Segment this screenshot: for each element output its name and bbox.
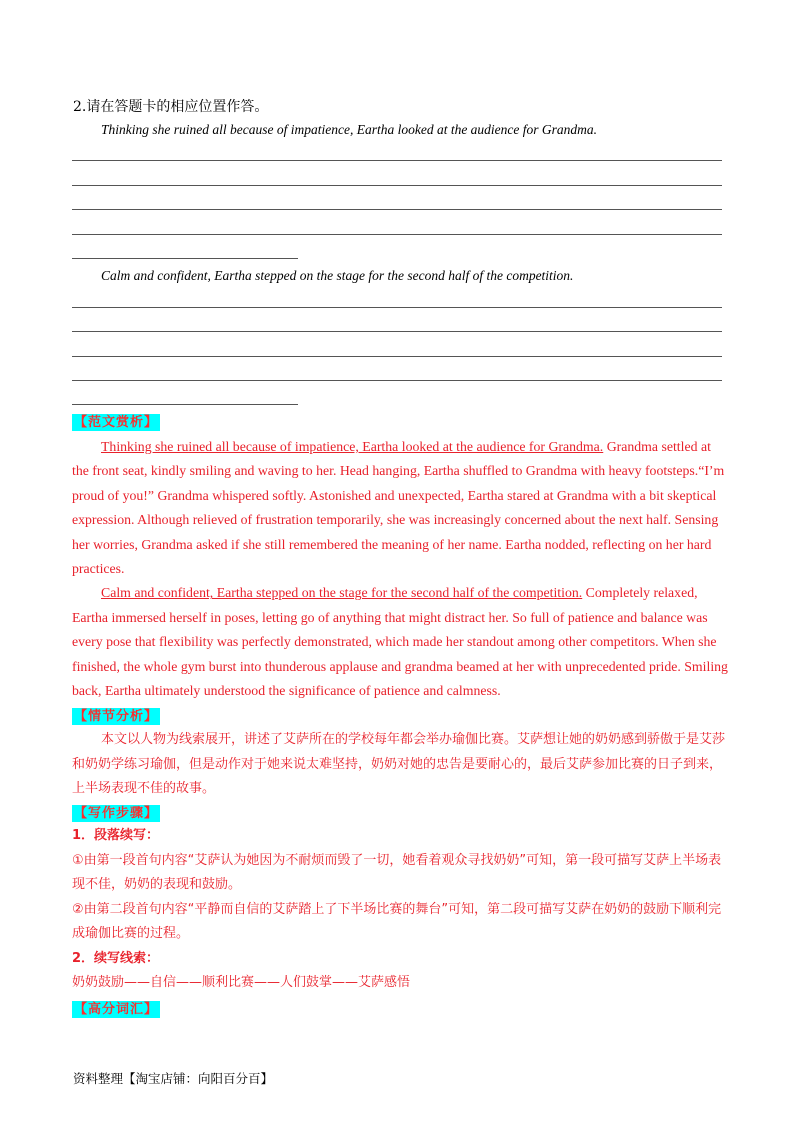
- paragraph-1-lead: Thinking she ruined all because of impatience, Eartha looked at the audience for Grandma.: [101, 439, 604, 454]
- paragraph-2-lead: Calm and confident, Eartha stepped on the stage for the second half of the competition.: [101, 585, 583, 601]
- answer-line: [72, 331, 722, 332]
- question-title: 2.请在答题卡的相应位置作答。: [73, 99, 269, 115]
- answer-line: [72, 356, 722, 357]
- answer-line-short: [72, 258, 298, 259]
- step-1: ①由第一段首句内容“艾萨认为她因为不耐烦而毁了一切，她看着观众寻找奶奶”可知，第一段可描写艾萨上半场表现不佳，奶奶的表现和鼓励。: [72, 852, 722, 892]
- steps-heading-1: 1．段落续写：: [72, 828, 160, 843]
- paragraph-1-body: Grandma settled at the front seat, kindly smiling and waving to her. Head hanging, Eartha shuffled to Grandma with heavy footsteps.“I’m proud of you!” Grandma whispered softly. Astonished and unexpected, Eartha stared at Grandma with a bit skeptical expression. Although relieved of frustration temporarily, she was increasingly concerned about the next half. Sensing her worries, Grandma asked if she still remembered the meaning of her name. Eartha nodded, reflecting on her hard practices.: [72, 439, 725, 577]
- writing-steps-tag: 【写作步骤】: [74, 806, 159, 821]
- vocabulary-tag: 【高分词汇】: [74, 1002, 159, 1017]
- paragraph-2-body: Completely relaxed, Eartha immersed herself in poses, letting go of anything that might distract her. So full of patience and balance was every pose that flexibility was perfectly demonstrated, which made her standout among other competitors. When she finished, the whole gym burst into thunderous applause and grandma beamed at her with unprecedented pride. Smiling back, Eartha ultimately understood the significance of patience and calmness.: [72, 585, 728, 699]
- answer-line: [72, 380, 722, 381]
- answer-line: [72, 160, 722, 161]
- step-2: ②由第二段首句内容“平静而自信的艾萨踏上了下半场比赛的舞台”可知，第二段可描写艾萨在奶奶的鼓励下顺利完成瑜伽比赛的过程。: [72, 901, 722, 941]
- plot-analysis: [72, 728, 728, 802]
- model-essay-paragraph-2: [72, 581, 728, 703]
- answer-line: [72, 307, 722, 308]
- answer-line: [72, 209, 722, 210]
- prompt-paragraph-2: Calm and confident, Eartha stepped on the stage for the second half of the competition.: [101, 268, 574, 283]
- model-essay-paragraph-1: [72, 435, 728, 581]
- steps-heading-2: 2．续写线索：: [72, 950, 160, 966]
- model-essay-tag: 【范文赏析】: [74, 415, 159, 430]
- answer-line: [72, 185, 722, 186]
- prompt-paragraph-1: Thinking she ruined all because of impatience, Eartha looked at the audience for Grandma.: [101, 122, 598, 137]
- writing-steps: [72, 824, 728, 996]
- writing-clue: 奶奶鼓励——自信——顺利比赛——人们鼓掌——艾萨感悟: [72, 975, 411, 990]
- page-footer: 资料整理【淘宝店铺：向阳百分百】: [73, 1071, 274, 1086]
- answer-line-short: [72, 404, 298, 405]
- model-essay: [72, 435, 728, 703]
- plot-analysis-text: 本文以人物为线索展开，讲述了艾萨所在的学校每年都会举办瑜伽比赛。艾萨想让她的奶奶感到骄傲于是艾莎和奶奶学练习瑜伽，但是动作对于她来说太难坚持，奶奶对她的忠告是要耐心的，最后艾萨参加比赛的日子到来，上半场表现不佳的故事。: [72, 732, 726, 796]
- answer-line: [72, 234, 722, 235]
- plot-analysis-tag: 【情节分析】: [74, 709, 159, 724]
